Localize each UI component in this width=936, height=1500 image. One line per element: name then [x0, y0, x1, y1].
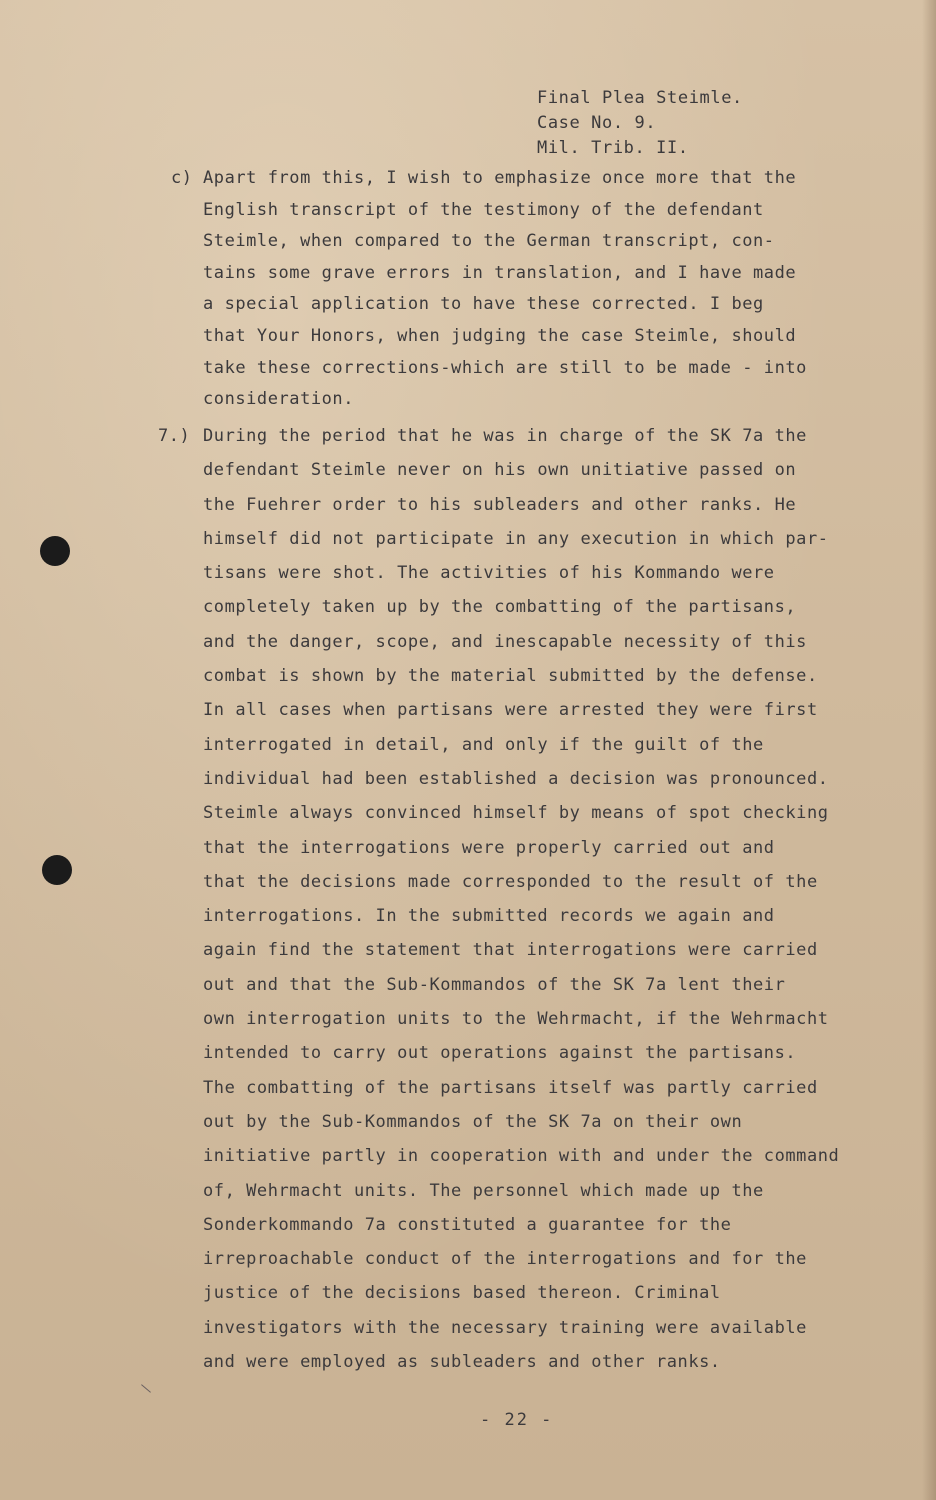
text-line: defendant Steimle never on his own unitiative passed on: [203, 460, 797, 481]
text-line: irreproachable conduct of the interrogations and for the: [203, 1249, 807, 1270]
header-tribunal: Mil. Trib. II.: [537, 138, 689, 158]
text-line: completely taken up by the combatting of the partisans,: [203, 597, 797, 618]
document-header: [537, 86, 743, 161]
text-line: Steimle always convinced himself by means of spot checking: [203, 803, 829, 824]
text-line: During the period that he was in charge of the SK 7a the: [203, 426, 807, 446]
text-line: investigators with the necessary training were available: [203, 1317, 807, 1338]
text-line: Sonderkommando 7a constituted a guarantee for the: [203, 1214, 732, 1235]
text-line: interrogated in detail, and only if the guilt of the: [203, 734, 764, 755]
page-number: - 22 -: [480, 1410, 554, 1430]
text-line: tisans were shot. The activities of his Kommando were: [203, 563, 775, 584]
text-line: combat is shown by the material submitted by the defense.: [203, 666, 818, 687]
text-line: and were employed as subleaders and other ranks.: [203, 1352, 721, 1373]
text-line: himself did not participate in any execution in which par-: [203, 528, 829, 549]
section-7-paragraph: [203, 426, 839, 1386]
text-line: The combatting of the partisans itself was partly carried: [203, 1077, 818, 1098]
text-line: a special application to have these corrected. I beg: [203, 294, 764, 315]
page-edge-shadow: [922, 0, 936, 1500]
text-line: Steimle, when compared to the German transcript, con-: [203, 231, 775, 252]
text-line: English transcript of the testimony of the defendant: [203, 199, 764, 220]
text-line: out by the Sub-Kommandos of the SK 7a on their own: [203, 1111, 743, 1132]
section-c-label: c): [171, 168, 193, 188]
text-line: consideration.: [203, 389, 354, 410]
text-line: out and that the Sub-Kommandos of the SK 7a lent their: [203, 974, 786, 995]
text-line: and the danger, scope, and inescapable necessity of this: [203, 631, 807, 652]
text-line: that the decisions made corresponded to the result of the: [203, 871, 818, 892]
text-line: of, Wehrmacht units. The personnel which made up the: [203, 1180, 764, 1201]
punch-hole: [40, 536, 70, 566]
header-title: Final Plea Steimle.: [537, 88, 743, 108]
text-line: again find the statement that interrogations were carried: [203, 940, 818, 961]
text-line: In all cases when partisans were arrested they were first: [203, 700, 818, 721]
header-case: Case No. 9.: [537, 113, 657, 133]
text-line: tains some grave errors in translation, and I have made: [203, 262, 797, 283]
text-line: that Your Honors, when judging the case Steimle, should: [203, 325, 797, 346]
text-line: the Fuehrer order to his subleaders and other ranks. He: [203, 494, 797, 515]
section-c-paragraph: [203, 168, 807, 421]
text-line: interrogations. In the submitted records we again and: [203, 906, 775, 927]
text-line: individual had been established a decision was pronounced.: [203, 768, 829, 789]
section-7-label: 7.): [158, 426, 191, 446]
text-line: intended to carry out operations against the partisans.: [203, 1043, 797, 1064]
text-line: Apart from this, I wish to emphasize once more that the: [203, 168, 797, 188]
text-line: initiative partly in cooperation with and under the command: [203, 1146, 840, 1167]
text-line: take these corrections-which are still to be made - into: [203, 357, 807, 378]
text-line: justice of the decisions based thereon. Criminal: [203, 1283, 721, 1304]
margin-pen-mark: [141, 1384, 151, 1392]
text-line: that the interrogations were properly carried out and: [203, 837, 775, 858]
text-line: own interrogation units to the Wehrmacht, if the Wehrmacht: [203, 1009, 829, 1030]
punch-hole: [42, 855, 72, 885]
